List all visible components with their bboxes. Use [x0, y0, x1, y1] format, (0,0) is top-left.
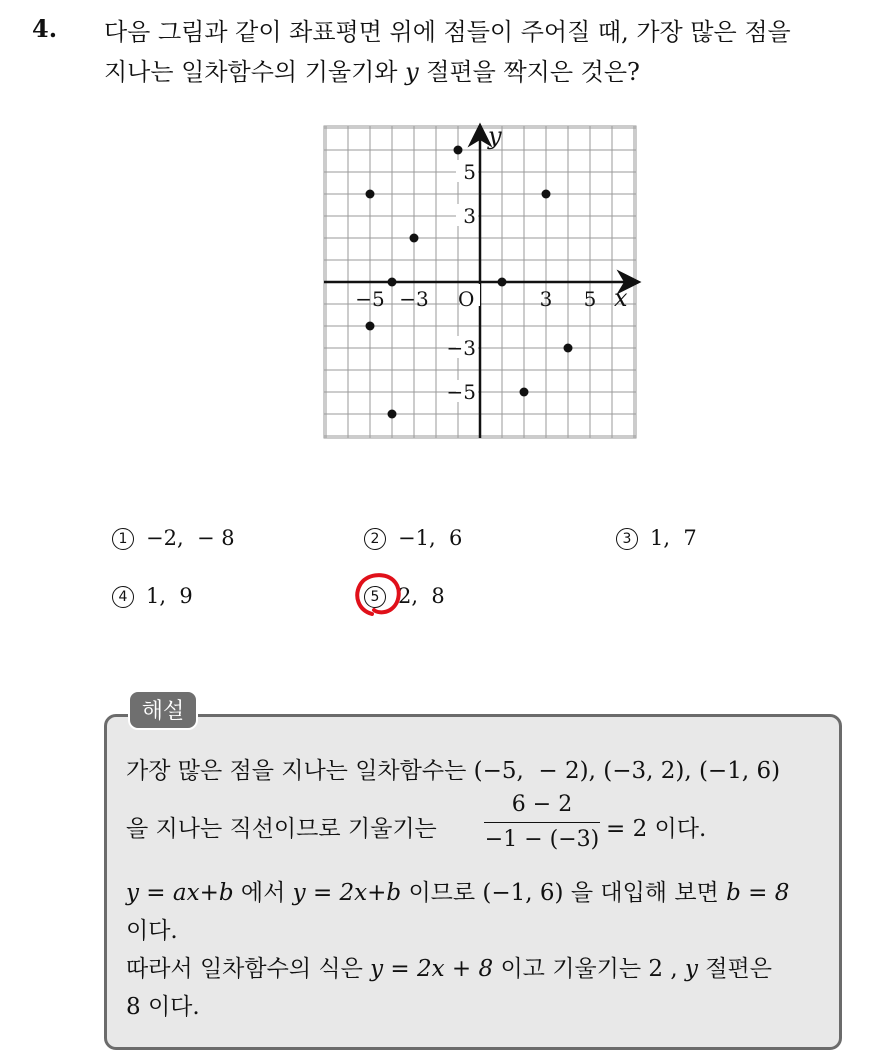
choice-2-symbol: 2 — [364, 528, 386, 550]
equation-slope: y = 2x+b — [292, 880, 402, 906]
data-point — [366, 190, 375, 199]
solution-line-5 — [126, 950, 772, 983]
coordinate-plane — [322, 122, 642, 442]
data-point — [520, 388, 529, 397]
question-line-2 — [104, 52, 874, 92]
x-tick-label: −3 — [399, 287, 429, 311]
choice-5-text: 2, 8 — [398, 584, 445, 608]
choice-1[interactable] — [112, 526, 235, 550]
fraction-numerator: 6 − 2 — [511, 792, 573, 817]
solution-line-3-mid: 에서 — [233, 880, 293, 906]
choice-3-text: 1, 7 — [650, 526, 697, 550]
solution-line-3-mid2: 이므로 (−1, 6) 을 대입해 보면 — [401, 880, 727, 906]
y-axis-label: y — [488, 122, 502, 150]
solution-line-5-a: 따라서 일차함수의 식은 — [126, 956, 371, 982]
question-text — [104, 12, 874, 92]
choice-1-text: −2, − 8 — [146, 526, 235, 550]
fraction-bar — [484, 822, 600, 823]
x-axis-label: x — [614, 284, 628, 312]
solution-line-4: 이다. — [126, 918, 178, 944]
equation-intercept: b = 8 — [726, 880, 790, 906]
solution-line-2: 을 지나는 직선이므로 기울기는 — [126, 816, 437, 842]
data-point — [454, 146, 463, 155]
data-point — [410, 234, 419, 243]
solution-line-2-end: = 2 이다. — [606, 816, 707, 842]
choice-3-symbol: 3 — [616, 528, 638, 550]
solution-line-6: 8 이다. — [126, 994, 200, 1020]
data-point — [366, 322, 375, 331]
y-variable-2: y — [684, 956, 698, 982]
x-tick-label: 5 — [583, 287, 597, 311]
equation-final: y = 2x + 8 — [370, 956, 494, 982]
origin-label: O — [458, 287, 475, 311]
data-point — [388, 410, 397, 419]
question-line-2-a: 지나는 일차함수의 기울기와 — [104, 58, 406, 86]
choice-4-symbol: 4 — [112, 586, 134, 608]
slope-fraction — [484, 790, 600, 855]
y-tick-label: −3 — [446, 336, 476, 360]
choice-2-text: −1, 6 — [398, 526, 463, 550]
choice-4[interactable] — [112, 584, 193, 608]
question-number: 4. — [32, 14, 58, 43]
answer-mark-circle — [352, 570, 404, 620]
data-point — [388, 278, 397, 287]
x-tick-label: 3 — [539, 287, 553, 311]
solution-line-3 — [126, 874, 789, 907]
question-line-2-b: 절편을 짝지은 것은? — [418, 58, 640, 86]
y-variable: y — [405, 58, 419, 86]
choice-4-text: 1, 9 — [146, 584, 193, 608]
x-tick-label: −5 — [355, 287, 385, 311]
y-tick-label: 3 — [463, 204, 476, 228]
solution-line-1: 가장 많은 점을 지나는 일차함수는 (−5, − 2), (−3, 2), (−1, 6) — [126, 758, 781, 784]
choice-5-symbol: 5 — [364, 586, 386, 608]
y-tick-label: −5 — [446, 380, 476, 404]
choice-3[interactable] — [616, 526, 697, 550]
fraction-denominator: −1 − (−3) — [484, 827, 600, 852]
data-point — [564, 344, 573, 353]
solution-tab: 해설 — [128, 690, 198, 730]
data-point — [498, 278, 507, 287]
equation-general: y = ax+b — [126, 880, 234, 906]
choice-2[interactable] — [364, 526, 462, 550]
solution-line-5-b: 이고 기울기는 2 , — [493, 956, 685, 982]
data-point — [542, 190, 551, 199]
choice-1-symbol: 1 — [112, 528, 134, 550]
y-tick-label: 5 — [463, 160, 476, 184]
question-line-1: 다음 그림과 같이 좌표평면 위에 점들이 주어질 때, 가장 많은 점을 — [104, 18, 791, 46]
solution-line-5-c: 절편은 — [697, 956, 772, 982]
